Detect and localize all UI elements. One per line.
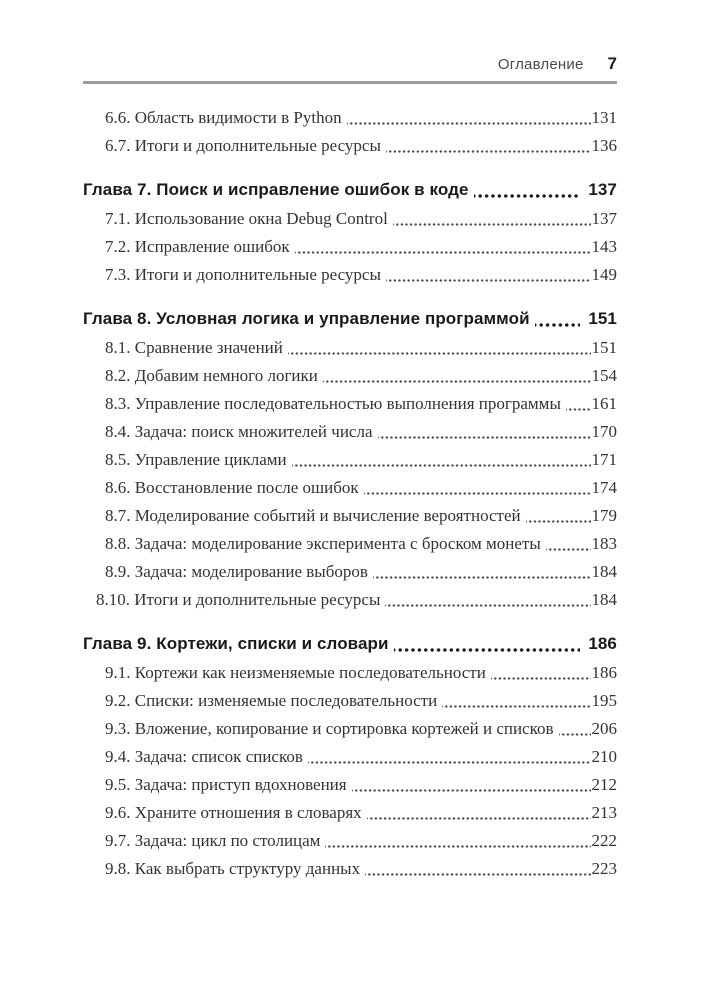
dot-leader [386,261,591,289]
toc-entry-page: 170 [591,422,617,441]
toc-entry-label: 6.7. Итоги и дополнительные ресурсы [105,136,381,155]
toc-page [83,0,617,883]
dot-leader [292,446,591,474]
dot-leader [393,205,591,233]
toc-entry-page: 171 [591,450,617,469]
toc-entry [83,558,617,586]
toc-entry-page: 206 [591,719,617,738]
toc-entry [83,233,617,261]
toc-entry-page: 212 [591,775,617,794]
toc-entry [83,687,617,715]
toc-entry [83,418,617,446]
toc-entry-page: 151 [591,338,617,357]
toc-entry [83,743,617,771]
toc-entry-label: 7.3. Итоги и дополнительные ресурсы [105,265,381,284]
toc-entry-label: 8.6. Восстановление после ошибок [105,478,359,497]
dot-leader [367,799,591,827]
toc-entry-page: 131 [591,108,617,127]
toc-entry [83,362,617,390]
toc-entry [83,629,617,659]
dot-leader [325,827,590,855]
toc-entry [83,474,617,502]
toc-entry-label: 9.5. Задача: приступ вдохновения [105,775,347,794]
toc-entry-page: 137 [588,180,617,199]
toc-entry [83,304,617,334]
toc-entry-page: 136 [591,136,617,155]
dot-leader [394,629,581,659]
toc-entry-page: 149 [591,265,617,284]
toc-entry [83,659,617,687]
toc-entry-label: 8.5. Управление циклами [105,450,287,469]
toc-entry [83,799,617,827]
toc-entry-page: 154 [591,366,617,385]
dot-leader [378,418,591,446]
dot-leader [308,743,591,771]
toc-entry-page: 186 [588,634,617,653]
dot-leader [566,390,591,418]
toc-entry-label: 9.3. Вложение, копирование и сортировка кортежей и списков [105,719,554,738]
dot-leader [352,771,591,799]
toc-entry [83,132,617,160]
toc-entry-page: 222 [591,831,617,850]
toc-entry [83,104,617,132]
toc-entry-label: 8.10. Итоги и дополнительные ресурсы [96,590,381,609]
dot-leader [347,104,591,132]
toc-entry-page: 210 [591,747,617,766]
toc-entry-label: 6.6. Область видимости в Python [105,108,342,127]
toc-entry-label: 9.1. Кортежи как неизменяемые последовательности [105,663,486,682]
toc-entry-label: 9.8. Как выбрать структуру данных [105,859,361,878]
toc-entry [83,205,617,233]
toc-entry-page: 179 [591,506,617,525]
toc-entry [83,586,617,614]
toc-entry-page: 184 [591,590,617,609]
dot-leader [288,334,591,362]
toc-entry-label: 8.1. Сравнение значений [105,338,283,357]
toc-entry-label: 8.3. Управление последовательностью выполнения программы [105,394,561,413]
toc-entry-page: 137 [591,209,617,228]
toc-entry [83,261,617,289]
toc-entry-label: 8.8. Задача: моделирование эксперимента с броском монеты [105,534,541,553]
toc-entry-label: Глава 9. Кортежи, списки и словари [83,634,389,653]
toc-entry-label: Глава 7. Поиск и исправление ошибок в коде [83,180,469,199]
dot-leader [385,586,590,614]
toc-entry-page: 223 [591,859,617,878]
toc-entry-page: 184 [591,562,617,581]
dot-leader [535,304,581,334]
dot-leader [295,233,591,261]
toc-entry [83,390,617,418]
dot-leader [365,855,590,883]
running-header-title: Оглавление [497,56,584,73]
toc-entry [83,827,617,855]
dot-leader [386,132,591,160]
toc-entry [83,855,617,883]
toc-entry-page: 213 [591,803,617,822]
toc-entry-label: 9.6. Храните отношения в словарях [105,803,362,822]
toc-entry-label: 8.2. Добавим немного логики [105,366,318,385]
toc-entry-label: 8.4. Задача: поиск множителей числа [105,422,373,441]
dot-leader [373,558,591,586]
dot-leader [559,715,591,743]
toc-entry [83,715,617,743]
toc-entry-page: 183 [591,534,617,553]
toc-list [83,104,617,883]
toc-entry-label: 8.9. Задача: моделирование выборов [105,562,368,581]
toc-entry-page: 174 [591,478,617,497]
toc-entry-label: 9.2. Списки: изменяемые последовательности [105,691,438,710]
running-header [83,0,617,84]
toc-entry [83,446,617,474]
toc-entry-label: 7.1. Использование окна Debug Control [105,209,388,228]
toc-entry-page: 151 [588,309,617,328]
page-number: 7 [607,54,617,73]
toc-entry-page: 143 [591,237,617,256]
dot-leader [474,175,581,205]
dot-leader [364,474,591,502]
toc-entry-page: 195 [591,691,617,710]
toc-entry-label: 8.7. Моделирование событий и вычисление вероятностей [105,506,521,525]
dot-leader [526,502,591,530]
toc-entry [83,530,617,558]
dot-leader [546,530,591,558]
dot-leader [323,362,591,390]
toc-entry-page: 186 [591,663,617,682]
toc-entry-label: 7.2. Исправление ошибок [105,237,290,256]
dot-leader [442,687,590,715]
toc-entry-label: 9.7. Задача: цикл по столицам [105,831,321,850]
toc-entry-label: Глава 8. Условная логика и управление программой [83,309,530,328]
dot-leader [491,659,591,687]
toc-entry [83,771,617,799]
toc-entry-label: 9.4. Задача: список списков [105,747,303,766]
toc-entry [83,175,617,205]
toc-entry [83,334,617,362]
toc-entry [83,502,617,530]
toc-entry-page: 161 [591,394,617,413]
